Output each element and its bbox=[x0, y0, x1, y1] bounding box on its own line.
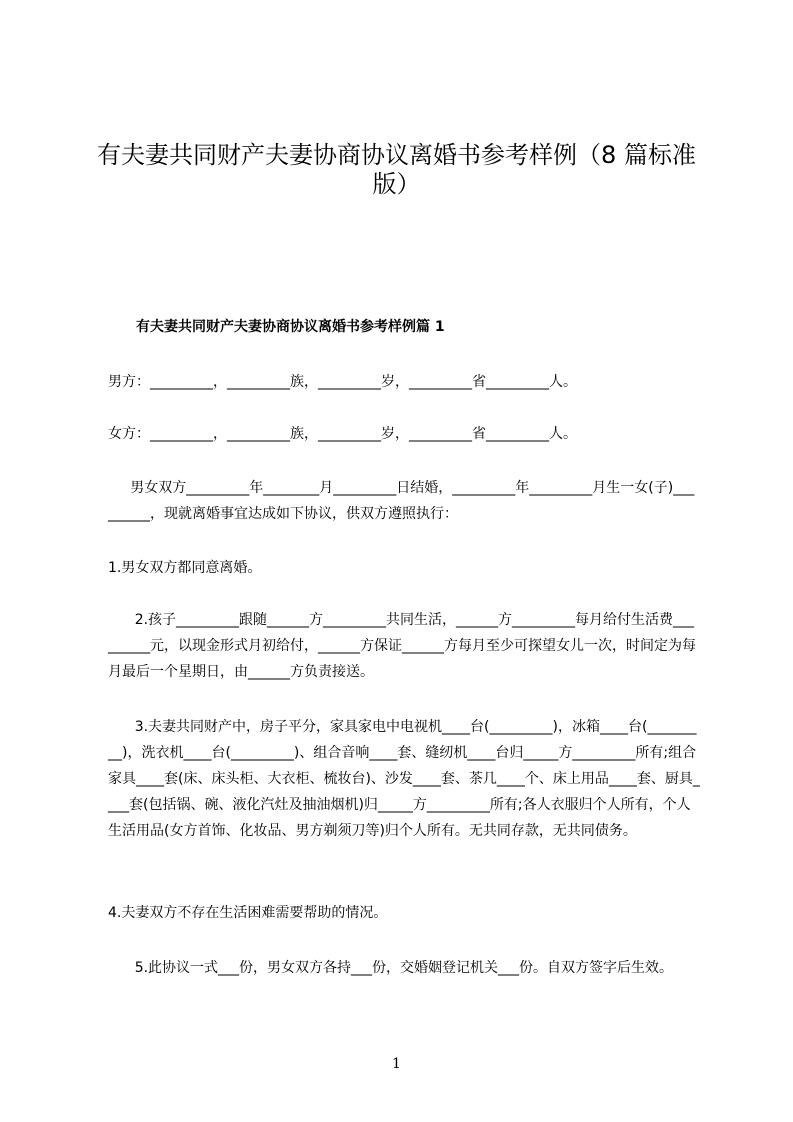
male-party-line: 男方：_________，_________族，_________岁，_________省_________人。 bbox=[108, 374, 577, 390]
female-party-line: 女方：_________，_________族，_________岁，_________省_________人。 bbox=[108, 426, 577, 442]
clause-2: 2.孩子_________跟随______方_________共同生活，______方_________每月给付生活费_________元，以现金形式月初给付，______方保证______方每月至少可探望女儿一次，时间定为每月最后一个星期日，由______方负责接送。 bbox=[108, 612, 696, 680]
clause-4: 4.夫妻双方不存在生活困难需要帮助的情况。 bbox=[108, 905, 388, 921]
page-number: 1 bbox=[392, 1056, 401, 1072]
section-heading: 有夫妻共同财产夫妻协商协议离婚书参考样例篇 1 bbox=[136, 319, 445, 335]
clause-1: 1.男女双方都同意离婚。 bbox=[108, 560, 262, 576]
clause-3: 3.夫妻共同财产中，房子平分，家具家电中电视机____台(_________)，冰箱____台(_________)，洗衣机____台(_________)、组合音响____套、缝纫机____台归_____方_________所有;组合家具____套(床、床头柜、大衣柜、梳妆台)、沙发____套、茶几____个、床上用品____套、厨具____套(包括锅、碗、液化汽灶及抽油烟机)归_____方_________所有;各人衣服归个人所有，个人生活用品(女方首饰、化妆品、男方剃须刀等)归个人所有。无共同存款，无共同债务。 bbox=[108, 719, 700, 839]
clause-5: 5.此协议一式___份，男女双方各持___份，交婚姻登记机关___份。自双方签字后生效。 bbox=[108, 960, 674, 976]
marriage-paragraph: 男女双方_________年________月_________日结婚，_________年_________月生一女(子)_________，现就离婚事宜达成如下协议，供双方遵照执行： bbox=[108, 480, 695, 522]
document-title: 有夫妻共同财产夫妻协商协议离婚书参考样例（8 篇标准版） bbox=[97, 141, 696, 198]
